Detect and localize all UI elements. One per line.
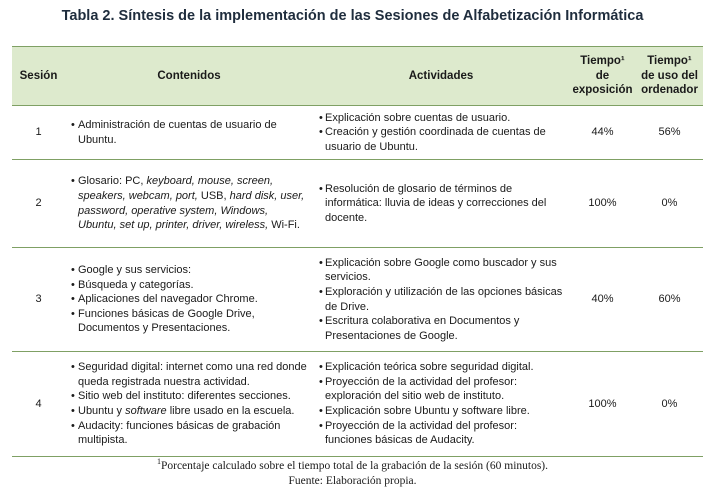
list-item: • Google y sus servicios:	[71, 263, 309, 278]
glossary-terms-2: hard disk, user, password, operative system, Windows, Ubuntu, set up, printer, driver, wireless,	[78, 189, 305, 232]
list-item: • Audacity: funciones básicas de grabación multipista.	[71, 419, 309, 448]
footnote-text: Porcentaje calculado sobre el tiempo total de la grabación de la sesión (60 minutos).	[160, 460, 549, 472]
list-item: • Administración de cuentas de usuario de Ubuntu.	[71, 118, 309, 147]
list-item: • Escritura colaborativa en Documentos y Presentaciones de Google.	[319, 314, 563, 343]
list-item: • Proyección de la actividad del profesor: exploración del sitio web de instituto.	[319, 375, 563, 404]
glossary-usb: USB,	[200, 189, 230, 202]
list-item: • Funciones básicas de Google Drive, Documentos y Presentaciones.	[71, 307, 309, 336]
tiempo-ordenador-value: 0%	[661, 397, 678, 410]
glossary-end: Wi-Fi.	[271, 219, 300, 232]
tiempo-exposicion-value: 44%	[591, 126, 614, 139]
ubuntu-post: libre usado en la escuela.	[166, 405, 295, 417]
header-tiempo-exposicion-line: exposición	[572, 84, 633, 97]
session-number: 4	[35, 397, 42, 410]
table-row	[12, 106, 703, 160]
list-item	[71, 404, 309, 419]
footnote-source: Fuente: Elaboración propia.	[288, 475, 417, 487]
tiempo-exposicion-value: 100%	[588, 397, 617, 410]
ubuntu-pre: Ubuntu y	[78, 405, 126, 417]
footnote	[0, 459, 705, 489]
header-row	[12, 47, 703, 106]
contenidos-cell	[65, 248, 313, 352]
actividades-cell	[313, 106, 569, 160]
header-tiempo-ordenador-line: ordenador	[641, 84, 698, 97]
header-tiempo-ordenador	[636, 47, 703, 106]
contenidos-cell	[65, 106, 313, 160]
list-item: • Explicación sobre Ubuntu y software libre.	[319, 404, 563, 419]
glossary-terms: keyboard, mouse, screen, speakers, webcam, port,	[78, 175, 274, 202]
session-number: 2	[35, 197, 42, 210]
header-tiempo-ordenador-line: de uso del	[641, 69, 698, 82]
table-row	[12, 248, 703, 352]
header-tiempo-exposicion	[569, 47, 636, 106]
list-item: • Proyección de la actividad del profesor: funciones básicas de Audacity.	[319, 419, 563, 448]
table-row	[12, 352, 703, 457]
list-item: • Explicación sobre Google como buscador y sus servicios.	[319, 256, 563, 285]
contenidos-cell	[65, 160, 313, 248]
actividades-cell	[313, 352, 569, 457]
header-actividades: Actividades	[408, 69, 474, 82]
tiempo-exposicion-value: 40%	[591, 293, 614, 306]
list-item: • Creación y gestión coordinada de cuentas de usuario de Ubuntu.	[319, 125, 563, 154]
session-number: 3	[35, 293, 42, 306]
header-contenidos: Contenidos	[157, 69, 221, 82]
list-item: • Explicación teórica sobre seguridad digital.	[319, 360, 563, 375]
header-tiempo-ordenador-line: Tiempo¹	[647, 55, 692, 68]
actividades-cell	[313, 160, 569, 248]
software-emphasis: software	[125, 405, 167, 417]
tiempo-exposicion-value: 100%	[588, 197, 617, 210]
list-item: • Seguridad digital: internet como una red donde queda registrada nuestra actividad.	[71, 360, 309, 389]
table-row	[12, 160, 703, 248]
glossary-intro: Glosario: PC,	[78, 175, 147, 188]
table-title: Tabla 2. Síntesis de la implementación de las Sesiones de Alfabetización Informática	[61, 8, 644, 24]
tiempo-ordenador-value: 60%	[658, 293, 681, 306]
list-item: • Aplicaciones del navegador Chrome.	[71, 292, 309, 307]
footnote-mark: 1	[156, 457, 161, 467]
actividades-cell	[313, 248, 569, 352]
tiempo-ordenador-value: 56%	[658, 126, 681, 139]
session-number: 1	[35, 126, 42, 139]
list-item: • Búsqueda y categorías.	[71, 278, 309, 293]
list-item: • Exploración y utilización de las opciones básicas de Drive.	[319, 285, 563, 314]
list-item: • Explicación sobre cuentas de usuario.	[319, 111, 563, 126]
header-sesion: Sesión	[19, 69, 58, 82]
list-item: • Sitio web del instituto: diferentes secciones.	[71, 389, 309, 404]
contenidos-cell	[65, 352, 313, 457]
tiempo-ordenador-value: 0%	[661, 197, 678, 210]
list-item	[71, 174, 309, 232]
header-tiempo-exposicion-line: de	[595, 69, 610, 82]
synthesis-table	[12, 46, 703, 457]
header-tiempo-exposicion-line: Tiempo¹	[580, 55, 625, 68]
footnote-percentage	[0, 459, 705, 474]
list-item: • Resolución de glosario de términos de informática: lluvia de ideas y correcciones del docente.	[319, 182, 563, 226]
